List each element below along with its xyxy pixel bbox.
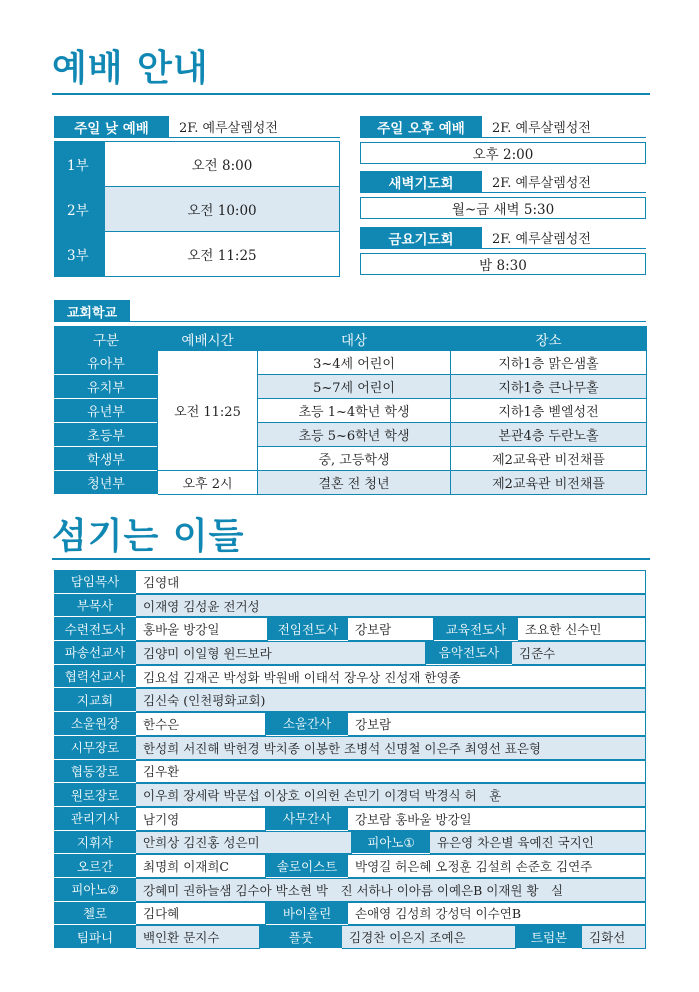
place: 제2교육관 비전채플 [451, 447, 647, 471]
staff-row [54, 783, 646, 807]
staff-role: 지교회 [54, 688, 136, 712]
staff-row [54, 594, 646, 618]
dept-time: 오후 2시 [158, 471, 258, 495]
table-row [54, 641, 646, 665]
staff-row-cell [54, 807, 646, 831]
staff-role: 담임목사 [54, 570, 136, 594]
dept-name: 유치부 [55, 375, 158, 399]
staff-names: 이우희 장세락 박문섭 이상호 이의헌 손민기 이경덕 박경식 허 훈 [136, 783, 646, 807]
target: 3~4세 어린이 [258, 351, 451, 375]
col-header: 대상 [258, 327, 451, 351]
staff-row-cell [54, 594, 646, 618]
staff-row-cell [54, 712, 646, 736]
service-number: 2부 [55, 187, 105, 232]
dept-name: 학생부 [55, 447, 158, 471]
staff-names: 박영길 허은혜 오정훈 김설희 손준호 김연주 [348, 854, 646, 878]
staff-role: 부목사 [54, 594, 136, 618]
staff-row [54, 665, 646, 689]
dawn-label: 새벽기도회 [360, 171, 482, 193]
staff-row-cell [54, 878, 646, 902]
staff-names: 김영대 [136, 570, 646, 594]
staff-row [54, 570, 646, 594]
staff-names: 백인환 문지수 [136, 925, 260, 949]
staff-role: 시무장로 [54, 736, 136, 760]
staff-row-cell [54, 736, 646, 760]
staff-role: 지휘자 [54, 831, 136, 855]
staff-role: 파송선교사 [54, 641, 136, 665]
staff-names: 홍바울 방강일 [136, 617, 268, 641]
school-label: 교회학교 [54, 300, 130, 322]
service-time: 오전 10:00 [105, 187, 340, 232]
service-row [55, 142, 340, 187]
dept-name: 초등부 [55, 423, 158, 447]
table-row [55, 375, 647, 399]
staff-names: 김다혜 [136, 902, 266, 926]
table-row [55, 471, 647, 495]
staff-title: 섬기는 이들 [52, 516, 245, 557]
sunday-pm-time: 오후 2:00 [360, 142, 646, 164]
table-row [55, 399, 647, 423]
table-row [54, 783, 646, 807]
staff-role: 협동장로 [54, 760, 136, 784]
dept-name: 유년부 [55, 399, 158, 423]
staff-names: 강혜미 권하늘샘 김수아 박소현 박 진 서하나 이아름 이예은B 이재원 황 실 [136, 878, 646, 902]
staff-role: 첼로 [54, 902, 136, 926]
col-header: 예배시간 [158, 327, 258, 351]
staff-role: 피아노① [352, 831, 430, 855]
staff-row-cell [54, 641, 646, 665]
staff-row-cell [54, 902, 646, 926]
staff-role: 전임전도사 [268, 617, 348, 641]
staff-names: 김준수 [512, 641, 646, 665]
staff-names: 최명희 이재희C [136, 854, 266, 878]
col-header: 장소 [451, 327, 647, 351]
staff-role: 관리기사 [54, 807, 136, 831]
friday-time: 밤 8:30 [360, 253, 646, 275]
staff-role: 팀파니 [54, 925, 136, 949]
staff-row [54, 760, 646, 784]
table-row [54, 570, 646, 594]
table-row [54, 617, 646, 641]
friday-location: 2F. 예루살렘성전 [482, 227, 646, 249]
service-time: 오전 11:25 [105, 232, 340, 277]
place: 지하1층 맑은샘홀 [451, 351, 647, 375]
staff-role: 솔로이스트 [266, 854, 348, 878]
school-table [54, 326, 647, 495]
school-header-row [55, 327, 647, 351]
staff-row [54, 807, 646, 831]
staff-row [54, 641, 646, 665]
staff-names: 조요한 신수민 [518, 617, 646, 641]
table-row [54, 688, 646, 712]
staff-names: 한수은 [136, 712, 266, 736]
staff-row [54, 902, 646, 926]
sunday-am-table [54, 141, 340, 277]
worship-title-rule [52, 93, 650, 95]
staff-names: 김양미 이일형 윈드보라 [136, 641, 426, 665]
staff-role: 오르간 [54, 854, 136, 878]
staff-role: 피아노② [54, 878, 136, 902]
target: 결혼 전 청년 [258, 471, 451, 495]
service-time: 오전 8:00 [105, 142, 340, 187]
staff-row [54, 831, 646, 855]
target: 중, 고등학생 [258, 447, 451, 471]
table-row [54, 594, 646, 618]
staff-row-cell [54, 760, 646, 784]
dept-name: 청년부 [55, 471, 158, 495]
staff-row-cell [54, 665, 646, 689]
staff-row [54, 925, 646, 949]
table-row [54, 925, 646, 949]
staff-row-cell [54, 570, 646, 594]
table-row [55, 447, 647, 471]
staff-row-cell [54, 783, 646, 807]
school-header [54, 300, 646, 322]
table-row [54, 807, 646, 831]
staff-row-cell [54, 617, 646, 641]
staff-role: 교육전도사 [434, 617, 518, 641]
staff-role: 바이올린 [266, 902, 348, 926]
sunday-pm-location: 2F. 예루살렘성전 [482, 116, 646, 138]
staff-row [54, 854, 646, 878]
friday-label: 금요기도회 [360, 227, 482, 249]
place: 본관4층 두란노홀 [451, 423, 647, 447]
dawn-time: 월~금 새벽 5:30 [360, 197, 646, 219]
dawn-location: 2F. 예루살렘성전 [482, 171, 646, 193]
place: 제2교육관 비전채플 [451, 471, 647, 495]
table-row [55, 351, 647, 375]
table-row [54, 760, 646, 784]
staff-role: 플룻 [260, 925, 342, 949]
table-row [54, 831, 646, 855]
staff-row [54, 688, 646, 712]
service-row [55, 232, 340, 277]
staff-role: 소울원장 [54, 712, 136, 736]
service-number: 3부 [55, 232, 105, 277]
staff-names: 김경찬 이은지 조예은 [342, 925, 516, 949]
staff-names: 이재영 김성윤 전거성 [136, 594, 646, 618]
staff-role: 음악전도사 [426, 641, 512, 665]
shared-time: 오전 11:25 [158, 351, 258, 471]
staff-names: 강보람 홍바울 방강일 [348, 807, 646, 831]
worship-title: 예배 안내 [52, 48, 209, 89]
staff-names: 김신숙 (인천평화교회) [136, 688, 646, 712]
staff-names: 김요섭 김재곤 박성화 박원배 이태석 장우상 진성재 한영종 [136, 665, 646, 689]
staff-names: 손애영 김성희 강성덕 이수연B [348, 902, 646, 926]
staff-names: 강보람 [348, 617, 434, 641]
school-header-line [130, 300, 646, 322]
sunday-pm-header [360, 116, 646, 138]
sunday-pm-label: 주일 오후 예배 [360, 116, 482, 138]
staff-role: 소울간사 [266, 712, 348, 736]
staff-names: 김우환 [136, 760, 646, 784]
sunday-am-header [54, 116, 340, 138]
table-row [55, 423, 647, 447]
table-row [54, 902, 646, 926]
staff-row [54, 712, 646, 736]
staff-row [54, 878, 646, 902]
staff-names: 남기영 [136, 807, 266, 831]
dept-name: 유아부 [55, 351, 158, 375]
target: 초등 1~4학년 학생 [258, 399, 451, 423]
staff-names: 안희상 김진홍 성은미 [136, 831, 352, 855]
table-row [54, 712, 646, 736]
staff-row-cell [54, 854, 646, 878]
staff-names: 유은영 차은별 육예진 국지인 [430, 831, 646, 855]
staff-title-rule [52, 558, 650, 560]
place: 지하1층 큰나무홀 [451, 375, 647, 399]
target: 5~7세 어린이 [258, 375, 451, 399]
staff-row [54, 617, 646, 641]
table-row [54, 736, 646, 760]
staff-row [54, 736, 646, 760]
staff-row-cell [54, 688, 646, 712]
target: 초등 5~6학년 학생 [258, 423, 451, 447]
staff-row-cell [54, 831, 646, 855]
staff-row-cell [54, 925, 646, 949]
dawn-header [360, 171, 646, 193]
staff-names: 김화선 [582, 925, 646, 949]
staff-role: 수련전도사 [54, 617, 136, 641]
friday-header [360, 227, 646, 249]
staff-role: 사무간사 [266, 807, 348, 831]
staff-names: 강보람 [348, 712, 646, 736]
staff-role: 트럼본 [516, 925, 582, 949]
service-row [55, 187, 340, 232]
col-header: 구분 [55, 327, 158, 351]
table-row [54, 878, 646, 902]
staff-role: 원로장로 [54, 783, 136, 807]
staff-names: 한성희 서진해 박헌경 박치종 이봉한 조병석 신명철 이은주 최영선 표은형 [136, 736, 646, 760]
place: 지하1층 벧엘성전 [451, 399, 647, 423]
service-number: 1부 [55, 142, 105, 187]
staff-table [54, 570, 646, 949]
table-row [54, 854, 646, 878]
sunday-am-label: 주일 낮 예배 [54, 116, 169, 138]
table-row [54, 665, 646, 689]
staff-role: 협력선교사 [54, 665, 136, 689]
sunday-am-location: 2F. 예루살렘성전 [169, 116, 340, 138]
